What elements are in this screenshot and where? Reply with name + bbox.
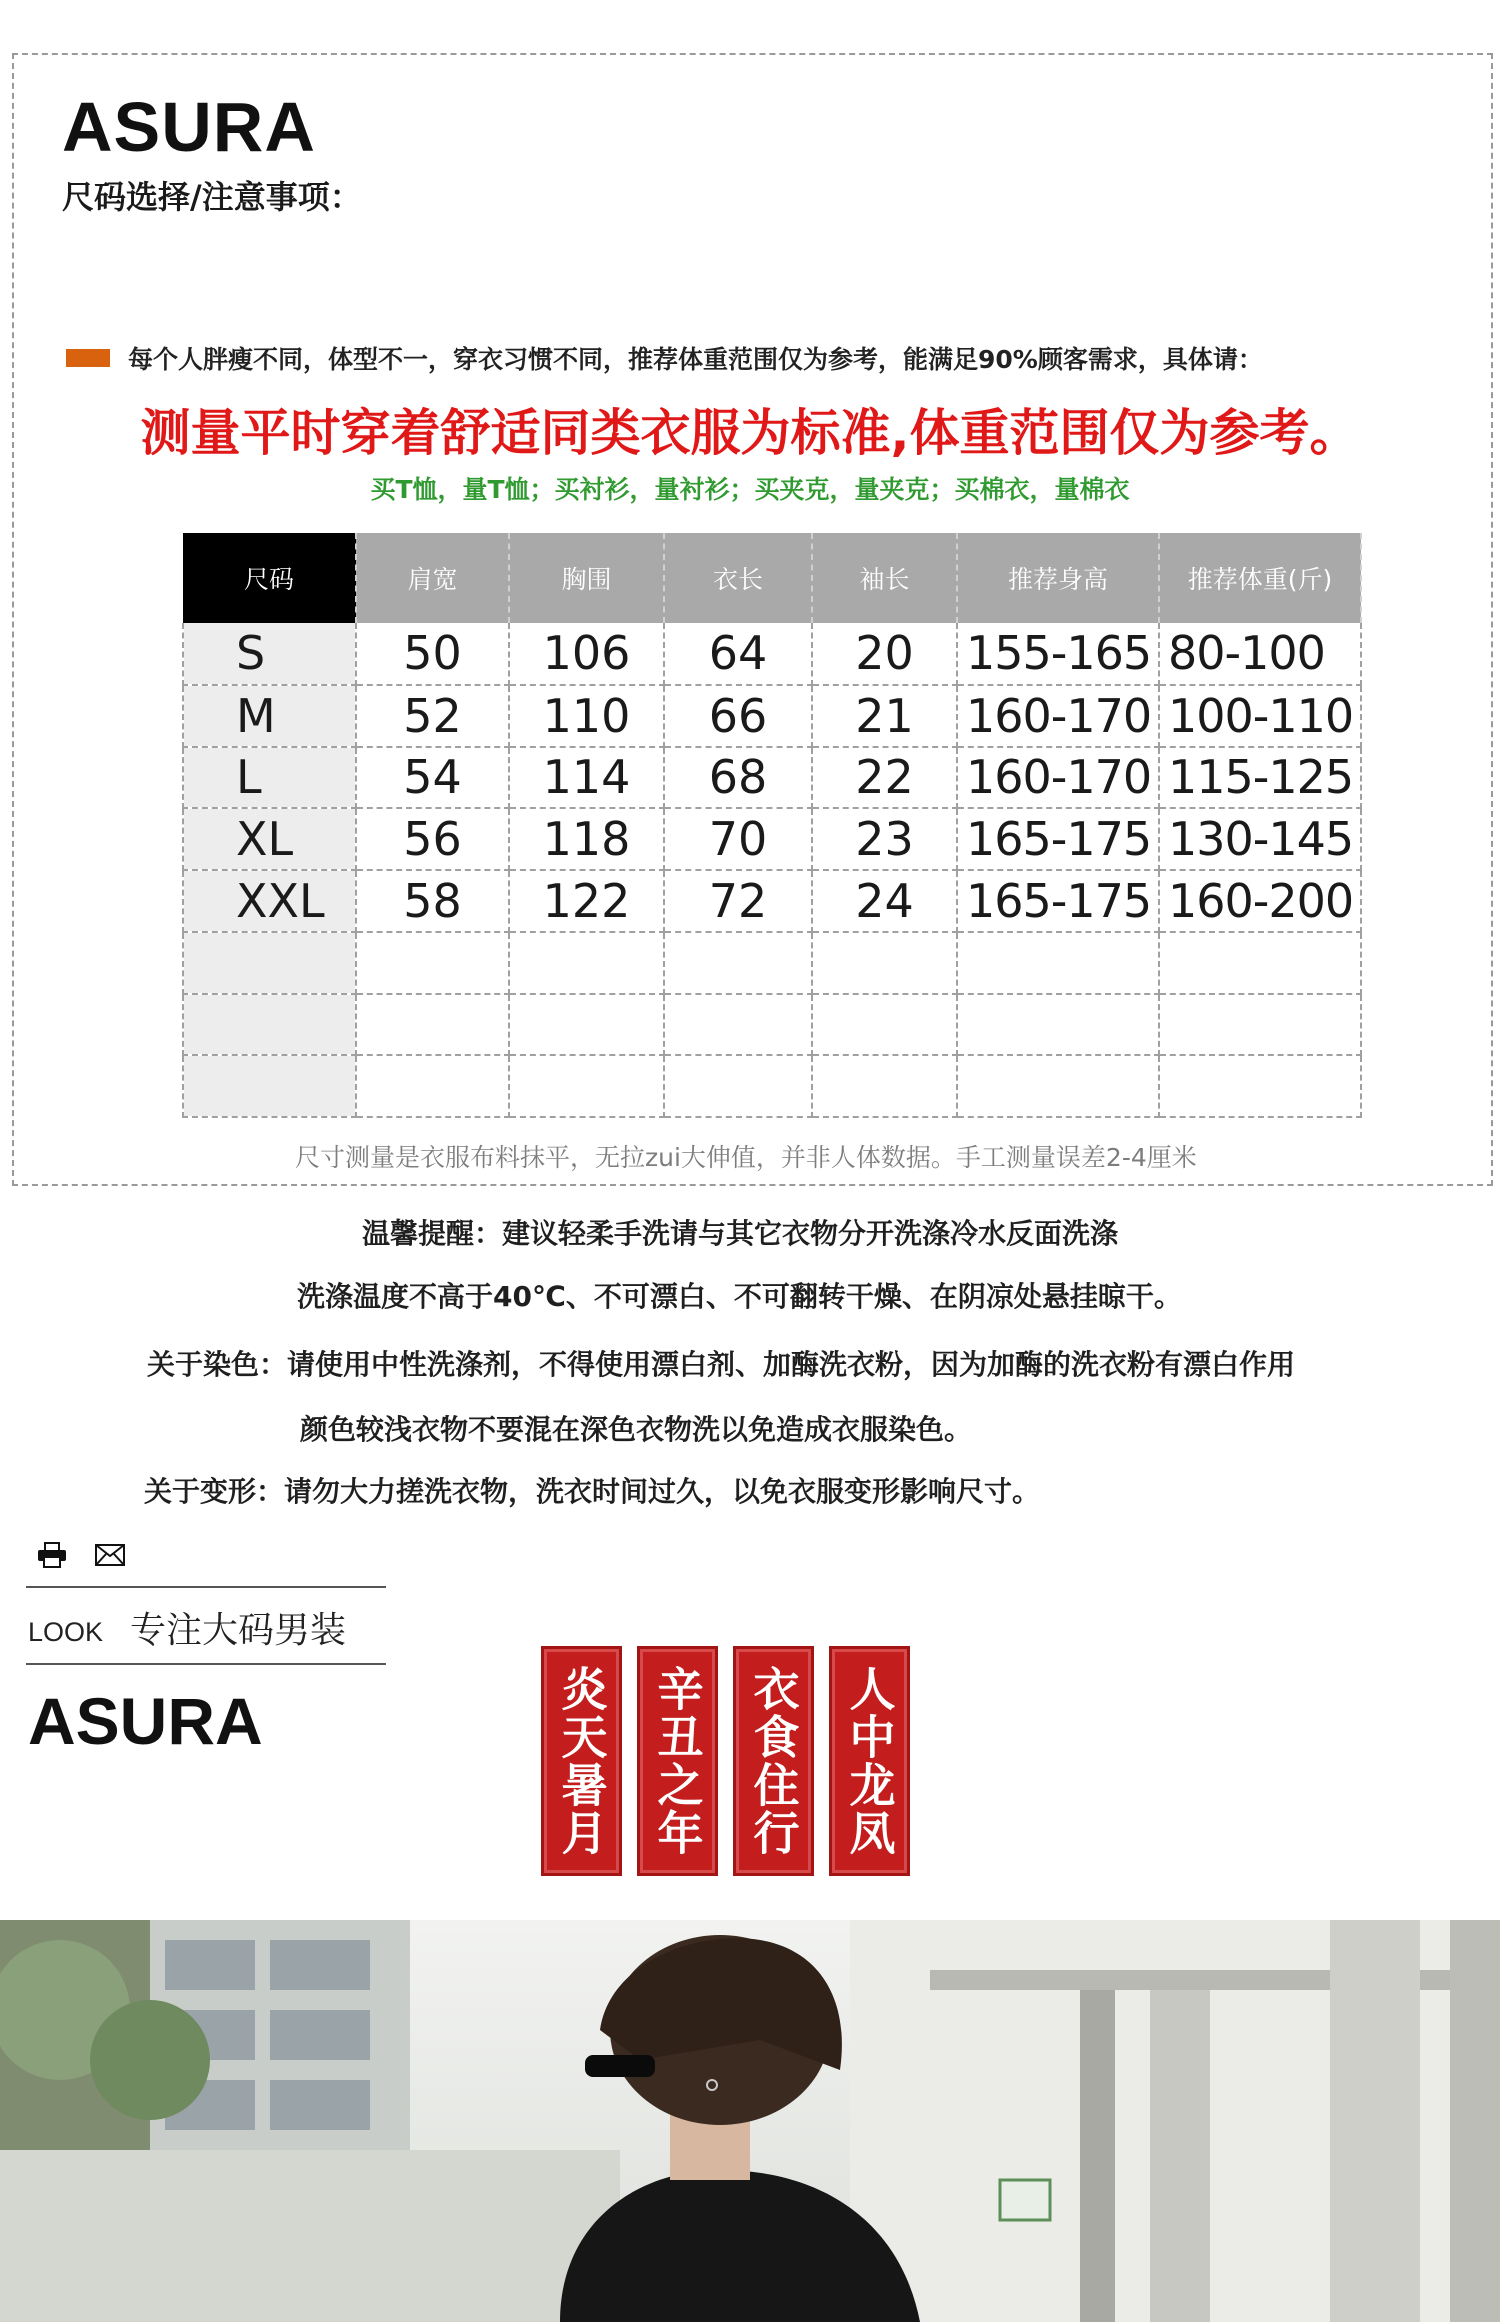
header-sleeve: 袖长: [812, 533, 957, 623]
cell-height: 155-165: [957, 623, 1159, 685]
cell-sleeve: [812, 994, 957, 1056]
cell-shoulder: [356, 1055, 509, 1117]
cell-weight: [1159, 932, 1361, 994]
seal-4: [829, 1646, 910, 1876]
cell-chest: [509, 994, 664, 1056]
care-reminder: 温馨提醒：建议轻柔手洗请与其它衣物分开洗涤冷水反面洗涤: [362, 1217, 1119, 1250]
cell-shoulder: [356, 994, 509, 1056]
cell-sleeve: 21: [812, 685, 957, 747]
measurement-disclaimer: 尺寸测量是衣服布料抹平，无拉zui大伸值，并非人体数据。手工测量误差2-4厘米: [295, 1143, 1197, 1172]
divider: [26, 1586, 386, 1588]
cell-height: 160-170: [957, 685, 1159, 747]
cell-size: [183, 1055, 356, 1117]
cell-chest: 110: [509, 685, 664, 747]
envelope-icon[interactable]: [92, 1540, 128, 1570]
seal-text: 人中龙凤: [842, 1665, 897, 1857]
cell-height: 165-175: [957, 870, 1159, 932]
intro-note-text: 每个人胖瘦不同，体型不一，穿衣习惯不同，推荐体重范围仅为参考，能满足90%顾客需求，具体请：: [128, 345, 1263, 374]
cell-size: S: [183, 623, 356, 685]
cell-height: 165-175: [957, 808, 1159, 870]
intro-note: [66, 340, 1263, 376]
cell-shoulder: [356, 932, 509, 994]
cell-sleeve: 22: [812, 747, 957, 809]
cell-sleeve: [812, 932, 957, 994]
brand-tagline: 专注大码男装: [130, 1610, 347, 1651]
table-row: [183, 994, 1361, 1056]
seal-1: [541, 1646, 622, 1876]
care-dyeing-cont: 颜色较浅衣物不要混在深色衣物洗以免造成衣服染色。: [300, 1413, 973, 1446]
cell-weight: [1159, 1055, 1361, 1117]
seal-text: 衣食住行: [746, 1665, 801, 1857]
care-dyeing: 关于染色：请使用中性洗涤剂，不得使用漂白剂、加酶洗衣粉，因为加酶的洗衣粉有漂白作用: [147, 1348, 1296, 1381]
look-label: LOOK: [28, 1617, 104, 1647]
care-washing: 洗涤温度不高于40℃、不可漂白、不可翻转干燥、在阴凉处悬挂晾干。: [297, 1280, 1182, 1313]
cell-size: [183, 994, 356, 1056]
header-height: 推荐身高: [957, 533, 1159, 623]
cell-chest: [509, 1055, 664, 1117]
table-row: [183, 870, 1361, 932]
header-weight: 推荐体重(斤): [1159, 533, 1361, 623]
cell-sleeve: 20: [812, 623, 957, 685]
cell-chest: 114: [509, 747, 664, 809]
cell-length: 64: [664, 623, 812, 685]
table-header-row: [183, 533, 1361, 623]
cell-chest: [509, 932, 664, 994]
table-row: [183, 747, 1361, 809]
cell-weight: 115-125: [1159, 747, 1361, 809]
cell-shoulder: 52: [356, 685, 509, 747]
cell-length: 70: [664, 808, 812, 870]
cell-length: [664, 932, 812, 994]
header-shoulder: 肩宽: [356, 533, 509, 623]
cell-size: XXL: [183, 870, 356, 932]
cell-shoulder: 58: [356, 870, 509, 932]
table-row: [183, 685, 1361, 747]
measure-guide: 买T恤，量T恤；买衬衫，量衬衫；买夹克，量夹克；买棉衣，量棉衣: [370, 475, 1130, 504]
cell-length: 72: [664, 870, 812, 932]
cell-weight: 80-100: [1159, 623, 1361, 685]
care-deformation: 关于变形：请勿大力搓洗衣物，洗衣时间过久，以免衣服变形影响尺寸。: [144, 1475, 1041, 1508]
cell-size: L: [183, 747, 356, 809]
cell-shoulder: 56: [356, 808, 509, 870]
cell-length: [664, 994, 812, 1056]
seal-2: [637, 1646, 718, 1876]
cell-shoulder: 50: [356, 623, 509, 685]
cell-length: [664, 1055, 812, 1117]
cell-sleeve: [812, 1055, 957, 1117]
seal-text: 炎天暑月: [554, 1665, 609, 1857]
divider: [26, 1663, 386, 1665]
cell-height: [957, 994, 1159, 1056]
brand-logo-footer: ASURA: [28, 1684, 263, 1758]
highlight-note: 测量平时穿着舒适同类衣服为标准,体重范围仅为参考。: [140, 404, 1360, 462]
cell-height: [957, 932, 1159, 994]
seal-text: 辛丑之年: [650, 1665, 705, 1857]
seal-3: [733, 1646, 814, 1876]
cell-chest: 122: [509, 870, 664, 932]
header-size: 尺码: [183, 533, 356, 623]
cell-height: 160-170: [957, 747, 1159, 809]
table-body: [183, 623, 1361, 1117]
cell-sleeve: 24: [812, 870, 957, 932]
cell-weight: 100-110: [1159, 685, 1361, 747]
cell-size: [183, 932, 356, 994]
cell-sleeve: 23: [812, 808, 957, 870]
table-row: [183, 623, 1361, 685]
cell-chest: 106: [509, 623, 664, 685]
cell-weight: 130-145: [1159, 808, 1361, 870]
cell-length: 66: [664, 685, 812, 747]
brand-logo: ASURA: [62, 88, 316, 166]
size-guide-title: 尺码选择/注意事项：: [62, 178, 362, 216]
printer-icon[interactable]: [34, 1540, 70, 1570]
cell-size: M: [183, 685, 356, 747]
cell-length: 68: [664, 747, 812, 809]
size-table: [182, 533, 1362, 1118]
cell-height: [957, 1055, 1159, 1117]
cell-size: XL: [183, 808, 356, 870]
table-row: [183, 808, 1361, 870]
cell-chest: 118: [509, 808, 664, 870]
note-marker: [66, 349, 110, 367]
share-tools: [34, 1540, 128, 1570]
table-row: [183, 1055, 1361, 1117]
model-photo: [0, 1920, 1500, 2322]
cell-shoulder: 54: [356, 747, 509, 809]
cell-weight: 160-200: [1159, 870, 1361, 932]
cell-weight: [1159, 994, 1361, 1056]
header-length: 衣长: [664, 533, 812, 623]
table-row: [183, 932, 1361, 994]
header-chest: 胸围: [509, 533, 664, 623]
